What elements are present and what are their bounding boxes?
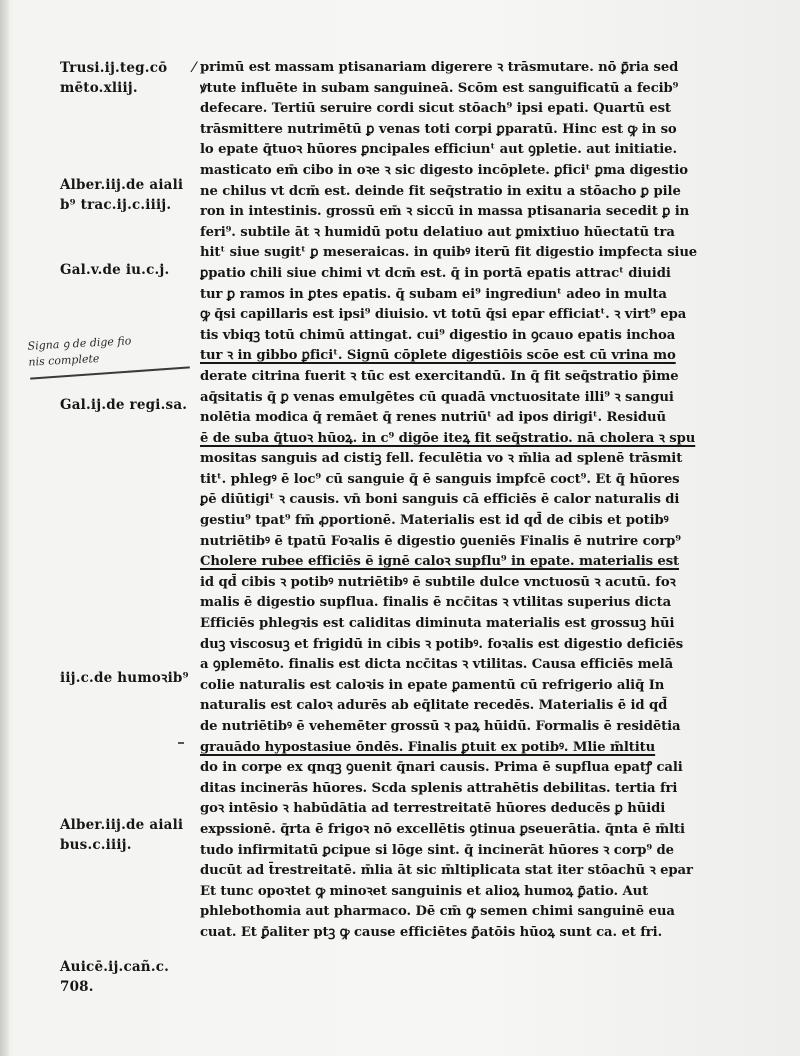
text-line: naturalis est caloꝛ adurēs ab eq̄litate recedēs. Materialis ē id qd̄ <box>200 698 668 714</box>
text-line: trāsmittere nutrimētū ꝑ venas toti corpi ꝑparatū. Hinc est ꝙ in so <box>200 121 677 137</box>
text-line: tur ꝑ ramos in ꝑtes epatis. q̄ subam ei⁹ ingrediunᵗ adeo in multa <box>200 286 667 302</box>
text-line: tur ꝛ in gibbo ꝑficiᵗ. Signū cōplete digestiōis scōe est cū vrina mo <box>200 348 676 364</box>
text-line: tis vbiqꝫ totū chimū attingat. cui⁹ digestio in ꝯcauo epatis inchoa <box>200 327 676 343</box>
margin-dash-mark <box>178 742 184 744</box>
text-line: a ꝯplemēto. finalis est dicta ncc̄itas ꝛ vtilitas. Causa efficiēs melā <box>200 657 674 673</box>
margin-reference: iij.c.de humoꝛib⁹ <box>60 670 189 686</box>
text-line: expssionē. q̄rta ē frigoꝛ nō excellētis ꝯtinua ꝑseuerātia. q̄nta ē m̄lti <box>200 821 685 837</box>
text-line: malis ē digestio supflua. finalis ē ncc̄itas ꝛ vtilitas superius dicta <box>200 595 672 611</box>
text-line: Efficiēs phlegꝛis est caliditas diminuta materialis est grossuꝫ hūi <box>200 616 675 632</box>
text-line: feri⁹. subtile āt ꝛ humidū potu delatiuo aut ꝑmixtiuo hūectatū tra <box>200 224 675 240</box>
text-line: tudo infirmitatū ꝑcipue si lōge sint. q̄ incinerāt hūores ꝛ corp⁹ de <box>200 842 674 858</box>
text-line: ꝙ q̄si capillaris est ipsi⁹ diuisio. vt totū q̄si epar efficiatᵗ. ꝛ virt⁹ epa <box>200 307 687 323</box>
text-line: cuat. Et ꝑ̄aliter ptꝫ ꝙ cause efficiētes ꝑ̄atōis hūoꝝ sunt ca. et fri. <box>200 924 663 940</box>
text-line: defecare. Tertiū seruire cordi sicut stōach⁹ ipsi epati. Quartū est <box>200 101 671 117</box>
text-line: colie naturalis est caloꝛis in epate ꝑamentū cū refrigerio aliq̄ In <box>200 677 665 693</box>
text-line: lo epate q̄tuoꝛ hūores ꝑncipales efficiunᵗ aut ꝯpletie. aut initiatie. <box>200 142 677 158</box>
text-line: nutriētibꝰ ē tpatū Foꝛalis ē digestio ꝯueniēs Finalis ē nutrire corp⁹ <box>200 533 681 549</box>
text-line: masticato em̄ cibo in oꝛe ꝛ sic digesto incōplete. ꝑficiᵗ ꝑma digestio <box>200 162 689 178</box>
text-line: aq̄sitatis q̄ ꝑ venas emulgētes cū quadā vnctuositate illi⁹ ꝛ sangui <box>200 389 674 405</box>
text-line: gestiu⁹ tpat⁹ fm̄ ꝓportionē. Materialis est id qd̄ de cibis et potibꝰ <box>200 513 669 529</box>
page-binding-shadow <box>0 0 9 1056</box>
text-line: do in corpe ex qnqꝫ ꝯuenit q̄nari causis. Prima ē supflua epatꝭ cali <box>200 760 683 776</box>
text-line: ꝑē diūtigiᵗ ꝛ causis. vn̄ boni sanguis cā efficiēs ē calor naturalis di <box>200 492 680 508</box>
paragraph-pointer-mark: ⁄ <box>193 60 196 76</box>
margin-reference: Auicē.ij.cañ.c. 708. <box>60 959 170 995</box>
text-line: goꝛ intēsio ꝛ habūdātia ad terrestreitatē hūores deducēs ꝑ hūidi <box>200 801 666 817</box>
text-line: duꝫ viscosuꝫ et frigidū in cibis ꝛ potibꝰ. foꝛalis est digestio deficiēs <box>200 636 684 652</box>
text-line: grauādo hypostasiue ōndēs. Finalis ꝑtuit ex potibꝰ. Mlie m̄ltitu <box>200 739 656 755</box>
text-line: Cholere rubee efficiēs ē ignē caloꝛ supflu⁹ in epate. materialis est <box>200 554 680 570</box>
text-line: derate citrina fuerit ꝛ tūc est exercitandū. In q̄ fit seq̄stratio p̄ime <box>200 368 679 384</box>
text-line: ꝟtute influēte in subam sanguineā. Scōm est sanguificatū a fecib⁹ <box>200 80 679 96</box>
text-line: ꝑpatio chili siue chimi vt dcm̄ est. q̄ in portā epatis attracᵗ diuidi <box>200 265 671 281</box>
text-line: de nutriētibꝰ ē vehemēter grossū ꝛ paꝝ hūidū. Formalis ē residētia <box>200 719 681 734</box>
text-line: ne chilus vt dcm̄ est. deinde fit seq̄stratio in exitu a stōacho ꝑ pile <box>200 183 681 199</box>
text-line: primū est massam ptisanariam digerere ꝛ trāsmutare. nō ꝑ̄ria sed <box>200 60 679 75</box>
margin-reference: Alber.iij.de aiali b⁹ trac.ij.c.iiij. <box>60 177 184 213</box>
text-line: ē de suba q̄tuoꝛ hūoꝝ. in c⁹ digōe iteꝝ fit seq̄stratio. nā cholera ꝛ spu <box>200 430 696 446</box>
handwritten-margin-note: Signa ꝯ de dige fio nis complete <box>27 334 132 369</box>
text-line: ducūt ad t̄restreitatē. m̄lia āt sic m̄ltiplicata stat iter stōachū ꝛ epar <box>200 863 693 879</box>
text-line: ditas incinerās hūores. Scda splenis attrahētis debilitas. tertia fri <box>200 780 678 796</box>
text-line: hitᵗ siue sugitᵗ ꝑ meseraicas. in quibꝰ iterū fit digestio impfecta siue <box>200 245 698 261</box>
text-line: Et tunc opoꝛtet ꝙ minoꝛet sanguinis et alioꝝ humoꝝ ꝑ̄atio. Aut <box>200 883 649 899</box>
main-text-column <box>200 58 792 944</box>
text-line: phlebothomia aut pharmaco. Dē cm̄ ꝙ semen chimi sanguinē eua <box>200 904 675 920</box>
text-line: ron in intestinis. grossū em̄ ꝛ siccū in massa ptisanaria secedit ꝑ in <box>200 204 690 220</box>
text-line: nolētia modica q̄ remāet q̄ renes nutriūᵗ ad ipos dirigiᵗ. Residuū <box>200 410 666 426</box>
margin-reference: Trusi.ij.teg.cō mēto.xliij. <box>60 60 168 96</box>
text-line: id qd̄ cibis ꝛ potibꝰ nutriētibꝰ ē subtile dulce vnctuosū ꝛ acutū. foꝛ <box>200 574 676 590</box>
text-line: titᵗ. phlegꝰ ē loc⁹ cū sanguie q̄ ē sanguis impfcē coct⁹. Et q̄ hūores <box>200 471 680 487</box>
margin-reference: Alber.iij.de aiali bus.c.iiij. <box>60 817 184 853</box>
text-line: mositas sanguis ad cistiꝫ fell. feculētia vo ꝛ m̄lia ad splenē trāsmit <box>200 451 683 467</box>
margin-reference: Gal.v.de iu.c.j. <box>60 262 170 278</box>
margin-reference: Gal.ij.de regi.sa. <box>60 397 188 413</box>
